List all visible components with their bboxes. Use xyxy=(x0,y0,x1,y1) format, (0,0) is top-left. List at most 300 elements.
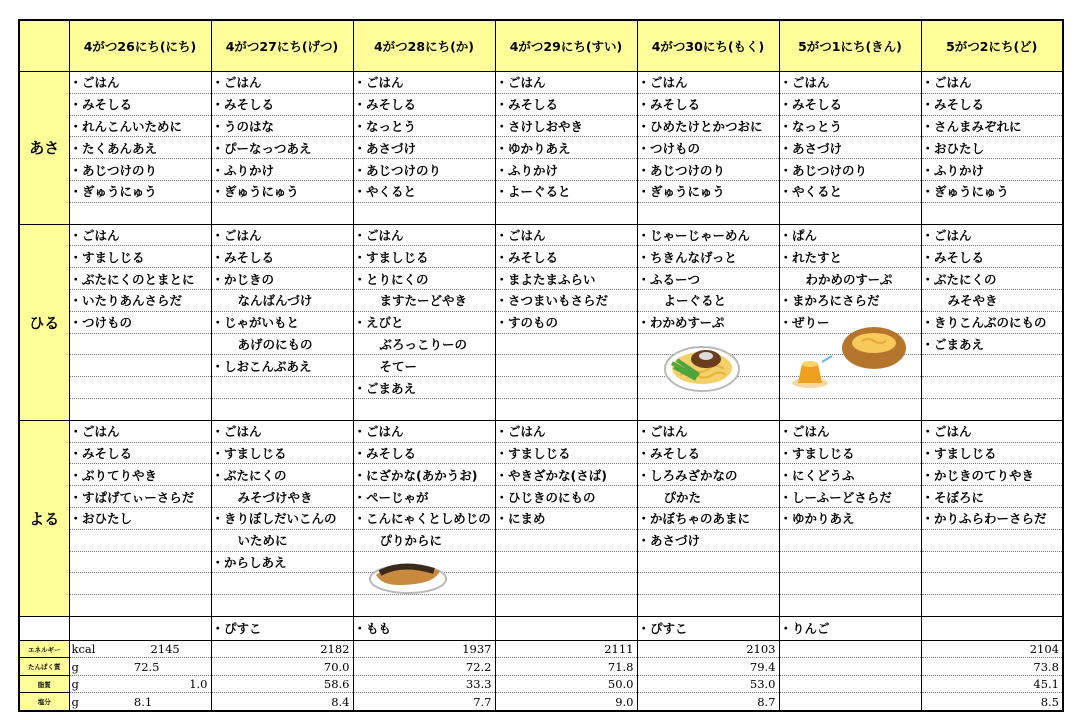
menu-item xyxy=(921,246,1063,268)
meal-row-yoru xyxy=(19,595,1063,617)
menu-item-text: ・よーぐると xyxy=(495,184,571,200)
menu-item-text: いために xyxy=(237,533,288,549)
menu-item xyxy=(921,180,1063,202)
menu-item xyxy=(353,464,495,486)
menu-item xyxy=(69,333,211,355)
menu-item xyxy=(779,159,921,181)
menu-item-text: ・こんにゃくとしめじの xyxy=(353,511,491,527)
menu-item xyxy=(69,289,211,311)
menu-item xyxy=(353,268,495,290)
menu-item xyxy=(637,442,779,464)
menu-item-text: ・みそしる xyxy=(779,97,843,113)
nutrition-unit: g xyxy=(71,659,79,674)
menu-item-text: ・ぶたにくの xyxy=(921,271,997,287)
menu-item-text: ・からしあえ xyxy=(211,554,287,570)
menu-item xyxy=(637,246,779,268)
nutrition-value: 1937 xyxy=(462,642,492,657)
menu-item xyxy=(69,137,211,159)
nutrition-value: 50.0 xyxy=(607,677,634,692)
menu-item xyxy=(779,507,921,529)
menu-item-text: ・ぎゅうにゅう xyxy=(211,184,299,200)
menu-item xyxy=(921,507,1063,529)
menu-item xyxy=(211,311,353,333)
menu-item-text: ・ぴーなっつあえ xyxy=(211,140,312,156)
menu-item xyxy=(637,398,779,420)
menu-item xyxy=(211,529,353,551)
day-header: 5がつ1にち(きん) xyxy=(779,20,921,72)
menu-item-text: ・かりふらわーさらだ xyxy=(921,511,1047,527)
menu-item-text: ・おひたし xyxy=(69,511,133,527)
header-row xyxy=(19,20,1063,72)
menu-item xyxy=(211,507,353,529)
nutrition-label: エネルギー xyxy=(19,640,69,658)
menu-item xyxy=(211,464,353,486)
menu-item xyxy=(353,289,495,311)
menu-item xyxy=(211,268,353,290)
menu-item xyxy=(211,202,353,224)
meal-row-asa xyxy=(19,202,1063,224)
menu-item xyxy=(637,180,779,202)
menu-item xyxy=(921,333,1063,355)
menu-item xyxy=(69,442,211,464)
menu-item xyxy=(495,180,637,202)
menu-item-text: ・いたりあんさらだ xyxy=(69,293,183,309)
menu-item-text: ・かじきの xyxy=(211,271,275,287)
nutrition-value-cell xyxy=(211,640,353,658)
menu-item xyxy=(495,551,637,573)
menu-item xyxy=(495,224,637,246)
menu-item-text: ・にざかな(あかうお) xyxy=(353,467,478,483)
nutrition-value-cell xyxy=(353,658,495,676)
menu-item-text: ・あじつけのり xyxy=(69,162,158,178)
menu-item xyxy=(779,224,921,246)
menu-item xyxy=(921,595,1063,617)
menu-item-text: ・にまめ xyxy=(495,511,546,527)
menu-item-text: ・れんこんいために xyxy=(69,118,183,134)
menu-item-text: ・ごはん xyxy=(69,75,120,91)
menu-item-text: ・ごはん xyxy=(211,75,262,91)
menu-item xyxy=(211,355,353,377)
nutrition-value-cell xyxy=(353,675,495,693)
menu-item xyxy=(921,464,1063,486)
menu-item xyxy=(495,93,637,115)
menu-item xyxy=(921,420,1063,442)
menu-item-text: ・つけもの xyxy=(69,315,133,331)
menu-item xyxy=(69,464,211,486)
menu-item-text: ・きりこんぶのにもの xyxy=(921,315,1047,331)
menu-item xyxy=(779,442,921,464)
meal-row-hiru xyxy=(19,377,1063,399)
menu-item xyxy=(353,420,495,442)
menu-item-text: ・ごはん xyxy=(921,424,972,440)
meal-row-asa xyxy=(19,159,1063,181)
menu-item xyxy=(69,507,211,529)
menu-item-text: ぴりからに xyxy=(379,533,443,549)
meal-row-hiru xyxy=(19,268,1063,290)
nutrition-value: 73.8 xyxy=(1033,659,1059,674)
menu-item xyxy=(353,180,495,202)
menu-item-text: ・しーふーどさらだ xyxy=(779,489,892,505)
meal-row-hiru xyxy=(19,224,1063,246)
menu-item xyxy=(779,464,921,486)
nutrition-value-cell xyxy=(779,658,921,676)
menu-item xyxy=(637,289,779,311)
fish-illustration xyxy=(368,551,448,595)
menu-item xyxy=(921,159,1063,181)
menu-item-text: ・ごはん xyxy=(353,75,404,91)
menu-item xyxy=(69,311,211,333)
menu-item xyxy=(921,268,1063,290)
menu-item xyxy=(495,529,637,551)
menu-item-text: ・なっとう xyxy=(353,118,417,134)
menu-item xyxy=(921,551,1063,573)
day-header: 5がつ2にち(ど) xyxy=(921,20,1063,72)
menu-item xyxy=(495,246,637,268)
menu-item xyxy=(211,551,353,573)
nutrition-value: 1.0 xyxy=(189,677,208,692)
menu-item-text: よーぐると xyxy=(663,293,727,309)
nutrition-value-cell xyxy=(495,640,637,658)
menu-item-text: わかめのすーぷ xyxy=(805,271,893,287)
menu-item xyxy=(495,202,637,224)
menu-item xyxy=(69,93,211,115)
menu-item-text: ・ごはん xyxy=(779,75,830,91)
nutrition-value-cell xyxy=(211,693,353,711)
menu-item-text: ・ごはん xyxy=(211,424,262,440)
nutrition-row xyxy=(19,675,1063,693)
menu-item-text: ・ふりかけ xyxy=(921,162,985,178)
menu-item xyxy=(353,377,495,399)
nutrition-value-cell xyxy=(211,675,353,693)
nutrition-value-cell xyxy=(69,640,211,658)
menu-item-text: ・すぱげてぃーさらだ xyxy=(69,489,195,505)
menu-item xyxy=(921,442,1063,464)
menu-item xyxy=(69,72,211,94)
nutrition-value-cell xyxy=(69,658,211,676)
menu-item-text: ・みそしる xyxy=(637,445,701,461)
menu-item xyxy=(637,529,779,551)
nutrition-row xyxy=(19,640,1063,658)
meal-row-asa xyxy=(19,93,1063,115)
menu-item-text: ・とりにくの xyxy=(353,271,429,287)
menu-item xyxy=(353,507,495,529)
menu-item xyxy=(353,93,495,115)
menu-item xyxy=(353,115,495,137)
meal-row-asa xyxy=(19,180,1063,202)
jajamen-illustration xyxy=(662,335,742,397)
menu-item xyxy=(495,464,637,486)
menu-item-text: ・ぺーじゃが xyxy=(353,489,429,505)
nutrition-value-cell xyxy=(69,675,211,693)
menu-item xyxy=(495,595,637,617)
nutrition-value-cell xyxy=(637,675,779,693)
fruit-item: ・もも xyxy=(353,616,495,640)
menu-item-text: ・みそしる xyxy=(69,445,133,461)
menu-item-text: ・ぶたにくのとまとに xyxy=(69,271,195,287)
menu-item-text: ・ごまあえ xyxy=(353,380,417,396)
menu-item xyxy=(637,420,779,442)
menu-item xyxy=(211,398,353,420)
menu-item-text: ・あさづけ xyxy=(637,533,701,549)
menu-item xyxy=(69,377,211,399)
nutrition-value: 72.2 xyxy=(465,659,492,674)
nutrition-value: 2111 xyxy=(604,642,634,657)
fruit-item: ・ぴすこ xyxy=(211,616,353,640)
menu-item xyxy=(69,355,211,377)
nutrition-value-cell xyxy=(637,658,779,676)
meal-label-yoru: よる xyxy=(19,420,69,616)
nutrition-value-cell xyxy=(211,658,353,676)
fruit-row xyxy=(19,616,1063,640)
menu-item-text: ・れたすと xyxy=(779,249,843,265)
menu-item-text: ・おひたし xyxy=(921,140,985,156)
menu-item-text: ・すましじる xyxy=(353,249,429,265)
menu-item xyxy=(353,355,495,377)
meal-row-asa xyxy=(19,72,1063,94)
menu-item xyxy=(779,268,921,290)
menu-item xyxy=(637,137,779,159)
nutrition-value: 8.4 xyxy=(331,694,350,709)
menu-item-text: ・さんまみぞれに xyxy=(921,118,1022,134)
menu-item-text: ・あじつけのり xyxy=(353,162,442,178)
meal-row-hiru xyxy=(19,289,1063,311)
menu-item xyxy=(69,159,211,181)
menu-item-text: ・なっとう xyxy=(779,118,843,134)
menu-item-text: ・すましじる xyxy=(921,445,997,461)
menu-item xyxy=(69,246,211,268)
menu-item-text: ・たくあんあえ xyxy=(69,140,158,156)
menu-item-text: ・そぼろに xyxy=(921,489,985,505)
nutrition-value-cell xyxy=(921,658,1063,676)
menu-item xyxy=(779,398,921,420)
menu-item xyxy=(69,420,211,442)
menu-item xyxy=(211,289,353,311)
menu-item xyxy=(495,289,637,311)
menu-item xyxy=(495,442,637,464)
menu-item-text: ・みそしる xyxy=(69,97,133,113)
menu-item-text: ぶろっこりーの xyxy=(379,336,468,352)
menu-item xyxy=(637,464,779,486)
nutrition-value-cell xyxy=(353,640,495,658)
menu-item-text: ・ごはん xyxy=(495,227,546,243)
menu-item xyxy=(779,595,921,617)
menu-item-text: ・しろみざかなの xyxy=(637,467,738,483)
nutrition-unit: kcal xyxy=(71,642,96,657)
menu-item xyxy=(637,311,779,333)
menu-item xyxy=(353,311,495,333)
menu-item xyxy=(211,442,353,464)
nutrition-value-cell xyxy=(637,693,779,711)
menu-item-text: ・ゆかりあえ xyxy=(495,140,571,156)
menu-item-text: ・みそしる xyxy=(211,249,275,265)
menu-item xyxy=(637,507,779,529)
menu-item-text: ・ごはん xyxy=(921,227,972,243)
nutrition-value: 53.0 xyxy=(749,677,776,692)
menu-item-text: ・みそしる xyxy=(353,445,417,461)
nutrition-value: 33.3 xyxy=(465,677,492,692)
menu-item-text: ・やくると xyxy=(779,184,843,200)
menu-item xyxy=(211,246,353,268)
menu-item xyxy=(495,72,637,94)
menu-item xyxy=(779,420,921,442)
day-header: 4がつ26にち(にち) xyxy=(69,20,211,72)
jelly-illustration xyxy=(788,350,833,390)
menu-item xyxy=(211,224,353,246)
menu-item xyxy=(69,551,211,573)
nutrition-label: 脂質 xyxy=(19,675,69,693)
menu-item xyxy=(211,72,353,94)
menu-item-text: ・まかろにさらだ xyxy=(779,293,880,309)
nutrition-value-cell xyxy=(779,693,921,711)
meal-label-hiru: ひる xyxy=(19,224,69,420)
menu-item-text: ・わかめすーぷ xyxy=(637,315,725,331)
menu-item xyxy=(637,486,779,508)
menu-item xyxy=(921,72,1063,94)
menu-item xyxy=(495,377,637,399)
fruit-item xyxy=(69,616,211,640)
menu-item xyxy=(495,115,637,137)
menu-item xyxy=(921,137,1063,159)
menu-item xyxy=(779,246,921,268)
menu-item-text: ・やくると xyxy=(353,184,417,200)
menu-item-text: ・すましじる xyxy=(779,445,855,461)
menu-item-text: ・かじきのてりやき xyxy=(921,467,1035,483)
menu-item xyxy=(69,115,211,137)
menu-item-text: ・えびと xyxy=(353,315,404,331)
meal-row-hiru xyxy=(19,398,1063,420)
menu-item xyxy=(495,420,637,442)
menu-item xyxy=(637,595,779,617)
menu-item-text: ぴかた xyxy=(663,489,702,505)
menu-item-text: ・にくどうふ xyxy=(779,467,855,483)
menu-item-text: ・みそしる xyxy=(353,97,417,113)
menu-item-text: ・ぎゅうにゅう xyxy=(637,184,725,200)
menu-item-text: なんばんづけ xyxy=(237,293,313,309)
menu-item-text: ・つけもの xyxy=(637,140,701,156)
menu-item xyxy=(921,377,1063,399)
menu-item xyxy=(353,72,495,94)
menu-item xyxy=(69,573,211,595)
menu-item-text: ・さけしおやき xyxy=(495,118,584,134)
menu-item-text: ・ぎゅうにゅう xyxy=(921,184,1009,200)
corner-cell xyxy=(19,20,69,72)
menu-item-text: ・ぎゅうにゅう xyxy=(69,184,157,200)
menu-item-text: ・ごはん xyxy=(637,75,688,91)
menu-item xyxy=(69,595,211,617)
menu-item xyxy=(495,159,637,181)
menu-item xyxy=(69,486,211,508)
nutrition-value-cell xyxy=(921,693,1063,711)
menu-item xyxy=(637,72,779,94)
menu-item-text: ・ぜりー xyxy=(779,315,830,331)
meal-row-yoru xyxy=(19,442,1063,464)
nutrition-value: 2182 xyxy=(320,642,350,657)
menu-item xyxy=(779,202,921,224)
menu-item xyxy=(353,224,495,246)
menu-item xyxy=(211,137,353,159)
menu-item xyxy=(921,115,1063,137)
menu-item-text: ・みそしる xyxy=(495,249,559,265)
menu-item xyxy=(779,529,921,551)
menu-item xyxy=(637,202,779,224)
menu-item-text: ・ごまあえ xyxy=(921,336,985,352)
menu-item xyxy=(211,93,353,115)
menu-item-text: ・さつまいもさらだ xyxy=(495,293,609,309)
menu-item xyxy=(921,355,1063,377)
menu-item-text: ・やきざかな(さば) xyxy=(495,467,607,483)
menu-item-text: ・ごはん xyxy=(495,424,546,440)
nutrition-value: 72.5 xyxy=(133,659,160,674)
meal-row-yoru xyxy=(19,507,1063,529)
menu-item xyxy=(69,180,211,202)
nutrition-value: 8.7 xyxy=(757,694,776,709)
menu-item xyxy=(495,507,637,529)
menu-item xyxy=(211,486,353,508)
menu-item xyxy=(495,573,637,595)
menu-item-text: ・じゃがいもと xyxy=(211,315,300,331)
menu-item xyxy=(779,137,921,159)
menu-item xyxy=(495,398,637,420)
menu-item-text: ・きりぼしだいこんの xyxy=(211,511,337,527)
menu-item-text: ・みそしる xyxy=(211,97,275,113)
menu-item-text: ・ぱん xyxy=(779,227,818,243)
menu-item-text: ・みそしる xyxy=(637,97,701,113)
menu-item xyxy=(637,159,779,181)
menu-item xyxy=(921,202,1063,224)
nutrition-value: 7.7 xyxy=(473,694,492,709)
menu-item-text: ・みそしる xyxy=(921,249,985,265)
menu-item-text: ・まよたまふらい xyxy=(495,271,596,287)
menu-item xyxy=(69,268,211,290)
menu-item-text: ・ごはん xyxy=(353,227,404,243)
menu-item-text: ・あさづけ xyxy=(779,140,843,156)
menu-item-text: ・ゆかりあえ xyxy=(779,511,855,527)
nutrition-label: たんぱく質 xyxy=(19,658,69,676)
menu-item xyxy=(921,289,1063,311)
menu-item xyxy=(637,573,779,595)
meal-label-asa: あさ xyxy=(19,72,69,225)
meal-row-yoru xyxy=(19,486,1063,508)
menu-item xyxy=(779,72,921,94)
menu-item xyxy=(495,355,637,377)
menu-item-text: ・うのはな xyxy=(211,118,275,134)
menu-item xyxy=(353,202,495,224)
nutrition-value: 2145 xyxy=(150,642,180,657)
menu-item xyxy=(779,573,921,595)
menu-item xyxy=(211,573,353,595)
fruit-item xyxy=(495,616,637,640)
menu-item-text: ・ふりかけ xyxy=(495,162,559,178)
nutrition-value: 79.4 xyxy=(749,659,776,674)
nutrition-value-cell xyxy=(353,693,495,711)
nutrition-value: 8.5 xyxy=(1040,694,1059,709)
menu-item-text: そてー xyxy=(379,358,418,374)
nutrition-value: 58.6 xyxy=(323,677,350,692)
menu-item xyxy=(211,180,353,202)
nutrition-value-cell xyxy=(637,640,779,658)
menu-item-text: ・あさづけ xyxy=(353,140,417,156)
menu-item xyxy=(637,115,779,137)
meal-row-yoru xyxy=(19,529,1063,551)
nutrition-value-cell xyxy=(495,658,637,676)
menu-item xyxy=(353,595,495,617)
menu-item xyxy=(637,93,779,115)
menu-item xyxy=(211,115,353,137)
menu-item xyxy=(921,224,1063,246)
meal-row-yoru xyxy=(19,573,1063,595)
nutrition-value: 70.0 xyxy=(323,659,350,674)
menu-item xyxy=(921,529,1063,551)
